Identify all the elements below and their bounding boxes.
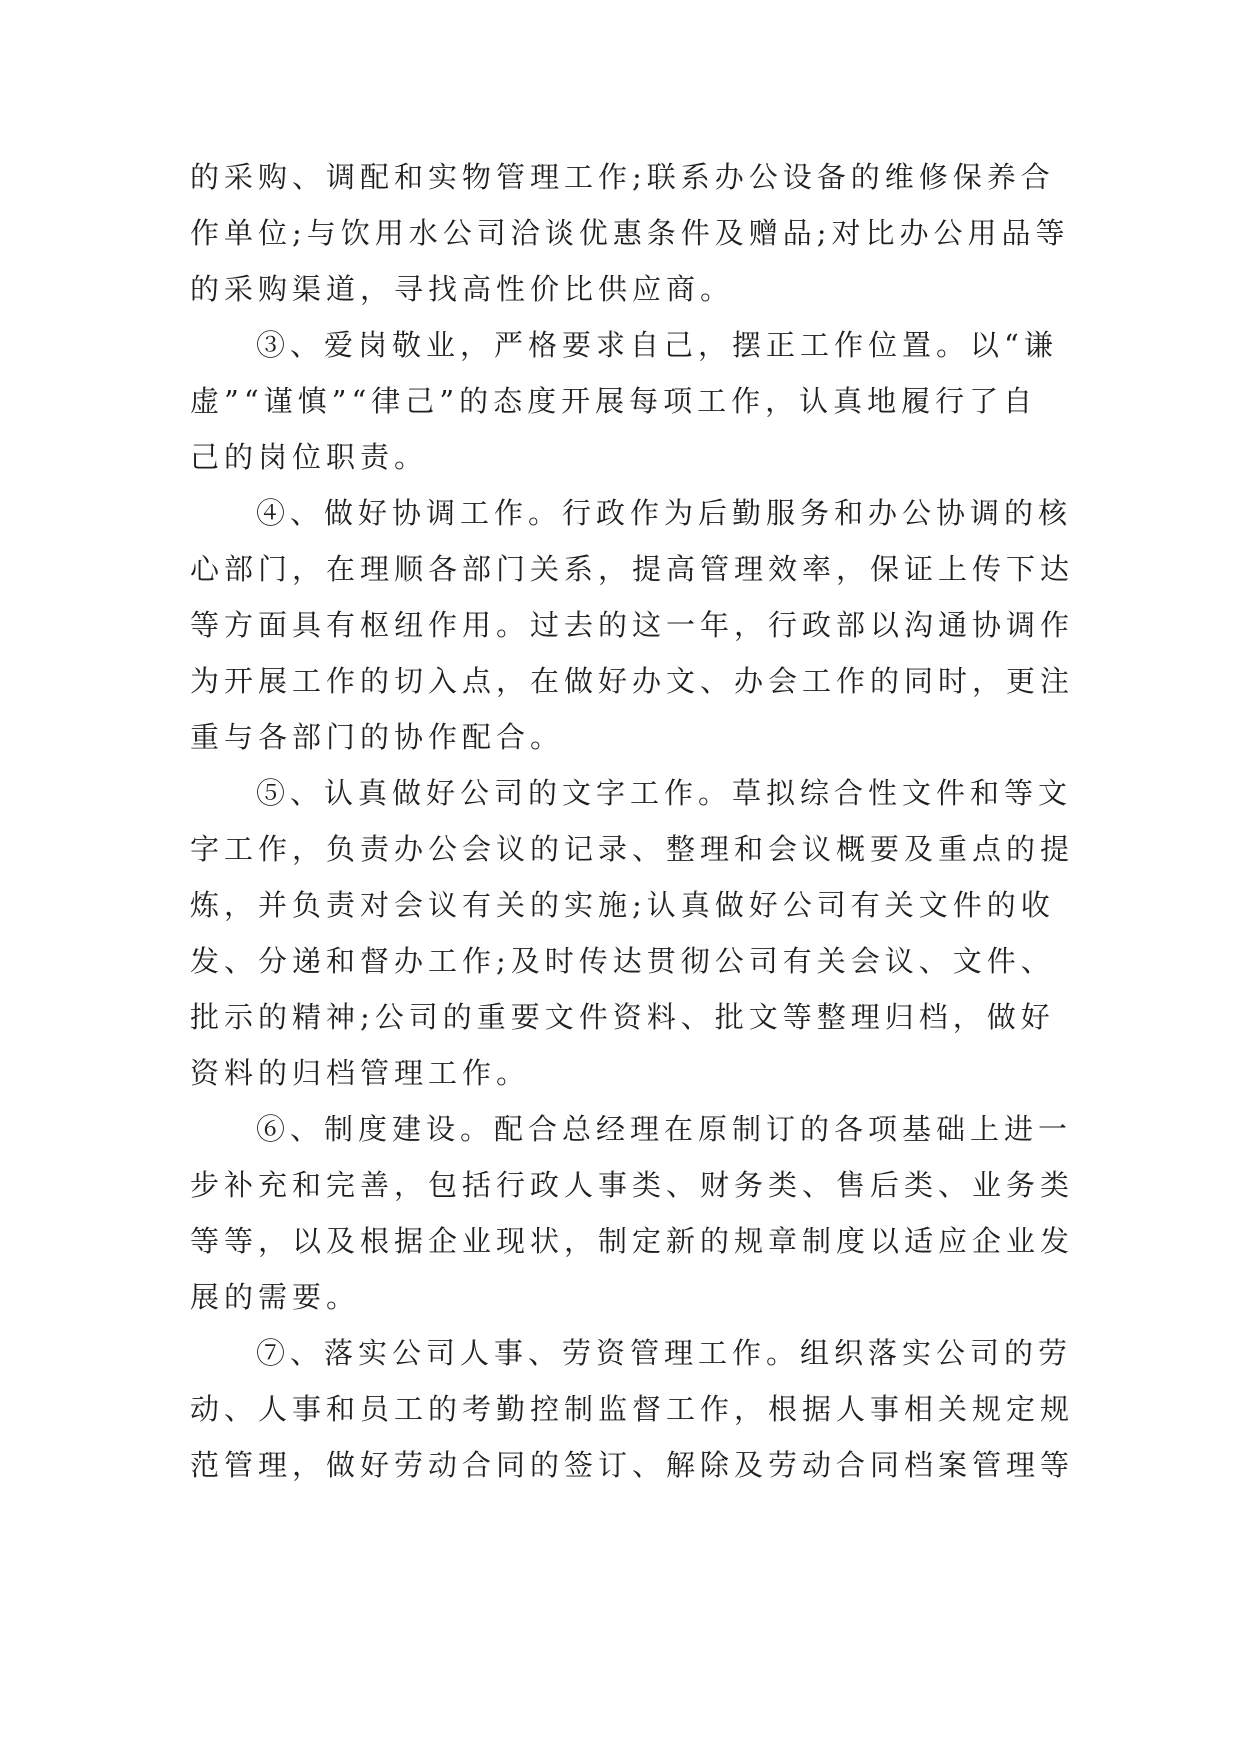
text-line: 的采购渠道，寻找高性价比供应商。 [190,272,735,306]
text-line: 动、人事和员工的考勤控制监督工作，根据人事相关规定规 [190,1392,1075,1426]
text-line: 炼，并负责对会议有关的实施;认真做好公司有关文件的收 [190,888,1055,922]
text-line: 等方面具有枢纽作用。过去的这一年，行政部以沟通协调作 [190,608,1075,642]
text-line: 为开展工作的切入点，在做好办文、办会工作的同时，更注 [190,664,1075,698]
text-line: 展的需要。 [190,1280,361,1314]
text-line: 批示的精神;公司的重要文件资料、批文等整理归档，做好 [190,1000,1055,1034]
text-line: 字工作，负责办公会议的记录、整理和会议概要及重点的提 [190,832,1075,866]
text-line: 作单位;与饮用水公司洽谈优惠条件及赠品;对比办公用品等 [190,216,1070,250]
text-line: 步补充和完善，包括行政人事类、财务类、售后类、业务类 [190,1168,1075,1202]
text-line: 虚”“谨慎”“律己”的态度开展每项工作，认真地履行了自 [190,384,1038,418]
paragraph-start-line: ⑦、落实公司人事、劳资管理工作。组织落实公司的劳 [256,1336,1073,1370]
text-line: 等等，以及根据企业现状，制定新的规章制度以适应企业发 [190,1224,1075,1258]
paragraph-start-line: ⑤、认真做好公司的文字工作。草拟综合性文件和等文 [256,776,1073,810]
text-line: 资料的归档管理工作。 [190,1056,531,1090]
text-line: 心部门，在理顺各部门关系，提高管理效率，保证上传下达 [190,552,1075,586]
paragraph-start-line: ④、做好协调工作。行政作为后勤服务和办公协调的核 [256,496,1073,530]
text-line: 重与各部门的协作配合。 [190,720,565,754]
paragraph-start-line: ⑥、制度建设。配合总经理在原制订的各项基础上进一 [256,1112,1073,1146]
text-line: 己的岗位职责。 [190,440,429,474]
text-line: 范管理，做好劳动合同的签订、解除及劳动合同档案管理等 [190,1448,1075,1482]
text-line: 发、分递和督办工作;及时传达贯彻公司有关会议、文件、 [190,944,1055,978]
text-line: 的采购、调配和实物管理工作;联系办公设备的维修保养合 [190,160,1055,194]
paragraph-start-line: ③、爱岗敬业，严格要求自己，摆正工作位置。以“谦 [256,328,1058,362]
